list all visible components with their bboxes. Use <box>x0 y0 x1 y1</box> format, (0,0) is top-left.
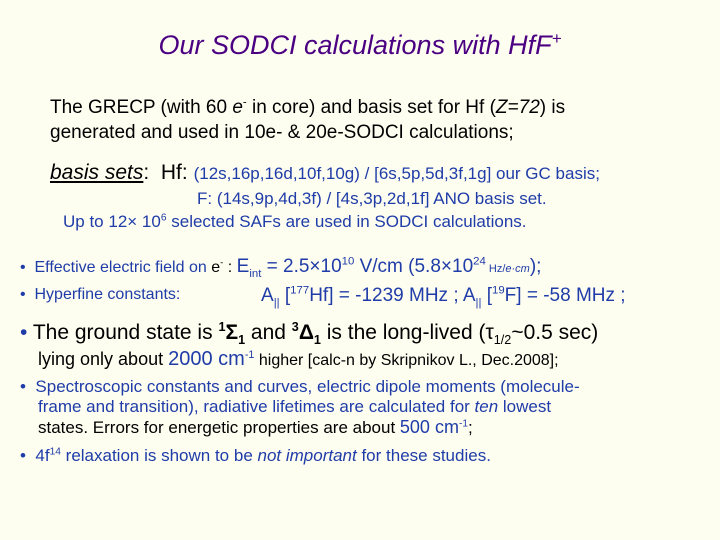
bullet-ground-state: • The ground state is $^1\Sigma_1$ and $^3\Delta_1$ is the long-lived ($\tau_{1/2}\sim 0.5$ sec) <box>20 320 599 348</box>
saf-count-line: Up to $12\times 10^6$ selected SAFs are used in SODCI calculations. <box>63 212 527 231</box>
bullet-efield: • Effective electric field on e- : $E_{int} = 2.5\times 10^{10}$ V/cm ($5.8\times 10^{24}$ Hz/e·cm); <box>20 255 542 280</box>
intro-line-2: generated and used in 10e- & 20e-SODCI calculations; <box>50 122 514 143</box>
bullet-hyperfine: • Hyperfine constants: <box>20 286 181 303</box>
hyperfine-values: $A_{||}$ [$^{177}$Hf] = -1239 MHz ; $A_{||}$ [$^{19}$F] = -58 MHz ; <box>261 284 626 309</box>
bullet-spectroscopic: • Spectroscopic constants and curves, electric dipole moments (molecule- frame and transition), radiative lifetimes are calculated for ten lowest states. Errors for energetic properties are about 500 $cm^{-1}$; <box>20 377 580 437</box>
slide-title: Our SODCI calculations with HfF+ <box>158 29 562 60</box>
basis-f-line: F: (14s,9p,4d,3f) / [4s,3p,2d,1f] ANO basis set. <box>197 189 547 208</box>
intro-line-1: The GRECP (with 60 e- in core) and basis set for Hf (Z=72) is <box>50 96 566 118</box>
bullet-relaxation: • $4f^{14}$ relaxation is shown to be not important for these studies. <box>20 446 491 465</box>
ground-state-line-2: lying only about 2000 $cm^{-1}$ higher [calc-n by Skripnikov L., Dec.2008]; <box>38 348 559 370</box>
basis-hf-line: basis sets: Hf: (12s,16p,16d,10f,10g) / [6s,5p,5d,3f,1g] our GC basis; <box>50 161 600 184</box>
